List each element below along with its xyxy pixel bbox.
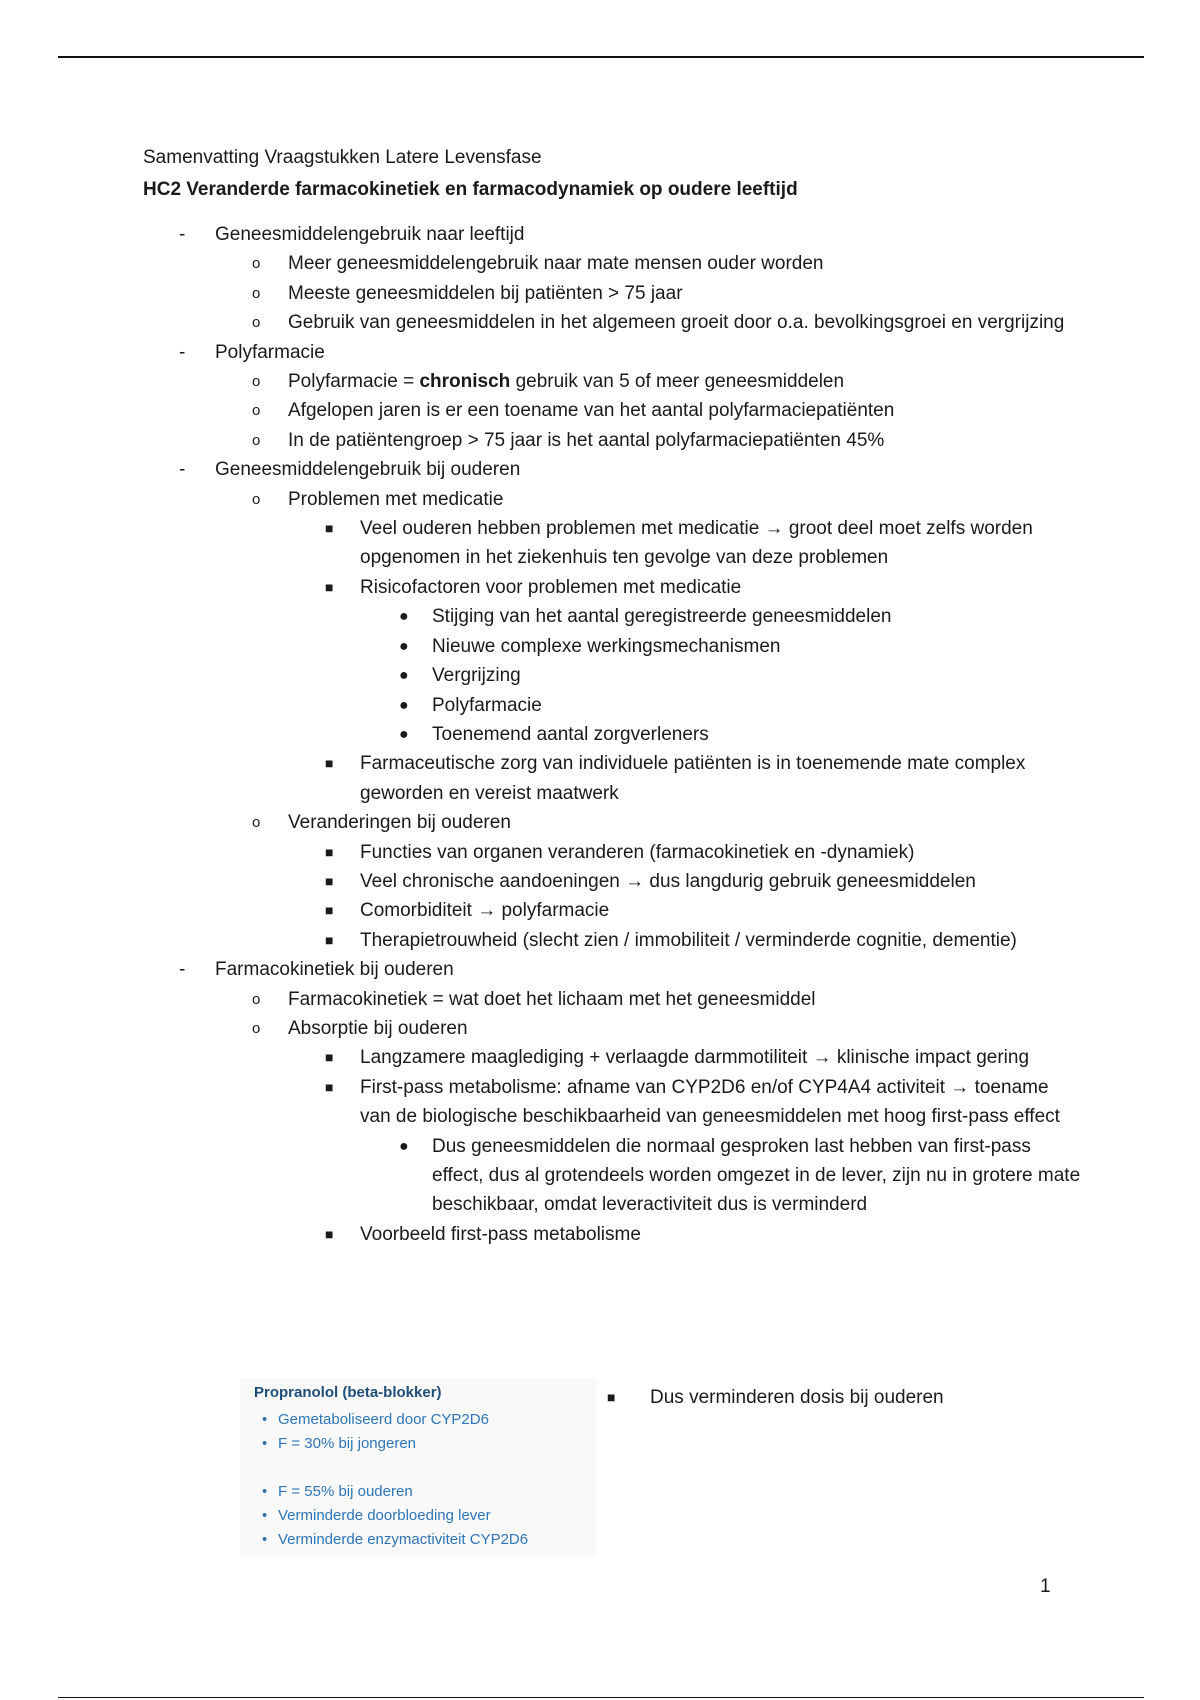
outline-item-level-4: [143, 602, 1083, 631]
bullet-icon: o: [252, 490, 261, 508]
bullet-icon: -: [179, 459, 186, 481]
bullet-icon: ●: [399, 637, 409, 655]
square-bullet-icon: ■: [607, 1389, 616, 1405]
outline-item-text: Functies van organen veranderen (farmacokinetiek en -dynamiek): [360, 841, 915, 863]
outline-item-text: Vergrijzing: [432, 665, 521, 687]
page-number: 1: [1040, 1576, 1051, 1597]
outline-item-text: Geneesmiddelengebruik bij ouderen: [215, 459, 521, 481]
bullet-icon: o: [252, 1019, 261, 1037]
bullet-icon: ●: [399, 667, 409, 685]
bullet-icon: ■: [325, 902, 334, 919]
outline-item-level-2: [143, 985, 1083, 1014]
outline-item-level-1: [143, 338, 1083, 367]
outline-item-level-2: [143, 808, 1083, 837]
bullet-icon: -: [179, 341, 186, 363]
bullet-icon: ●: [399, 725, 409, 743]
outline-item-level-3: [143, 1220, 1083, 1249]
outline-item-text: Langzamere maaglediging + verlaagde darmmotiliteit → klinische impact gering: [360, 1047, 1030, 1069]
bullet-icon: ■: [325, 931, 334, 948]
outline-item-text: Problemen met medicatie: [288, 488, 504, 510]
outline-item-text: Voorbeeld first-pass metabolisme: [360, 1223, 641, 1245]
outline-item-level-3: [143, 573, 1083, 602]
side-note: [607, 1383, 944, 1412]
bullet-icon: ■: [325, 1049, 334, 1066]
slide-title: Propranolol (beta-blokker): [254, 1384, 442, 1401]
outline-item-text: Comorbiditeit → polyfarmacie: [360, 900, 610, 922]
outline-item-level-2: [143, 367, 1083, 396]
outline-item-level-4: [143, 720, 1083, 749]
bullet-icon: o: [252, 814, 261, 832]
outline-item-text: In de patiëntengroep > 75 jaar is het aantal polyfarmaciepatiënten 45%: [288, 429, 885, 451]
slide-bullet: • Verminderde enzymactiviteit CYP2D6: [262, 1528, 528, 1552]
bullet-icon: o: [252, 431, 261, 449]
bullet-icon: o: [252, 284, 261, 302]
outline-item-text: Farmacokinetiek bij ouderen: [215, 959, 454, 981]
outline-item-level-1: [143, 220, 1083, 249]
outline-item-level-3: [143, 896, 1083, 925]
bullet-icon: o: [252, 990, 261, 1008]
outline-item-level-3: [143, 867, 1083, 896]
bullet-icon: o: [252, 373, 261, 391]
bullet-icon: ■: [325, 520, 334, 537]
outline-item-level-2: [143, 249, 1083, 278]
outline-item-level-3: [143, 1073, 1083, 1132]
bullet-icon: o: [252, 314, 261, 332]
outline-item-level-2: [143, 485, 1083, 514]
outline-item-level-2: [143, 308, 1083, 337]
slide-bullet: • Gemetaboliseerd door CYP2D6: [262, 1408, 528, 1432]
bullet-icon: ■: [325, 1225, 334, 1242]
outline-item-level-3: [143, 514, 1083, 573]
outline-item-text: First-pass metabolisme: afname van CYP2D6 en/of CYP4A4 activiteit → toename van de biologische beschikbaarheid van geneesmiddelen met hoog first-pass effect: [360, 1076, 1060, 1128]
outline-item-level-3: [143, 838, 1083, 867]
propranolol-slide-image: [240, 1378, 596, 1556]
bullet-icon: ■: [325, 843, 334, 860]
text-segment: Polyfarmacie =: [288, 371, 420, 393]
text-segment: gebruik van 5 of meer geneesmiddelen: [510, 371, 845, 393]
outline-item-text: Polyfarmacie: [432, 694, 542, 716]
outline-item-level-2: [143, 426, 1083, 455]
outline-item-text: Geneesmiddelengebruik naar leeftijd: [215, 224, 525, 245]
outline-item-level-1: [143, 455, 1083, 484]
outline-item-level-1: [143, 955, 1083, 984]
bullet-icon: ●: [399, 696, 409, 714]
bullet-icon: o: [252, 402, 261, 420]
bullet-icon: ■: [325, 872, 334, 889]
outline-item-level-4: [143, 691, 1083, 720]
slide-bullet: • F = 55% bij ouderen: [262, 1480, 528, 1504]
outline-item-text: Toenemend aantal zorgverleners: [432, 723, 709, 745]
bullet-icon: ●: [399, 608, 409, 626]
outline-item-text: Farmaceutische zorg van individuele patiënten is in toenemende mate complex geworden en vereist maatwerk: [360, 753, 1026, 804]
outline-item-text: Therapietrouwheid (slecht zien / immobiliteit / verminderde cognitie, dementie): [360, 929, 1017, 951]
outline-item-text: Absorptie bij ouderen: [288, 1017, 468, 1039]
document-title: Samenvatting Vraagstukken Latere Levensfase: [143, 147, 542, 168]
footer-rule: [58, 1697, 1144, 1698]
outline-item-text: Nieuwe complexe werkingsmechanismen: [432, 635, 781, 657]
outline-item-text: Veranderingen bij ouderen: [288, 812, 511, 834]
slide-bullet-list: [262, 1408, 528, 1552]
bold-term: chronisch: [419, 371, 511, 393]
outline-item-text: Meer geneesmiddelengebruik naar mate mensen ouder worden: [288, 253, 824, 275]
outline-item-text: Stijging van het aantal geregistreerde geneesmiddelen: [432, 606, 892, 628]
bullet-icon: ■: [325, 578, 334, 595]
outline-item-level-4: [143, 632, 1083, 661]
bullet-icon: -: [179, 224, 186, 245]
outline-item-text: Veel ouderen hebben problemen met medicatie → groot deel moet zelfs worden opgenomen in het ziekenhuis ten gevolge van deze problemen: [360, 518, 1033, 569]
bullet-icon: o: [252, 255, 261, 273]
document-body: [143, 143, 1083, 1249]
outline-item-text: Dus geneesmiddelen die normaal gesproken last hebben van first-pass effect, dus al grotendeels worden omgezet in de lever, zijn nu in grotere mate beschikbaar, omdat leveractiviteit dus is verminderd: [432, 1135, 1081, 1216]
slide-bullet: • Verminderde doorbloeding lever: [262, 1504, 528, 1528]
bullet-icon: ■: [325, 755, 334, 772]
outline-item-level-4: [143, 1132, 1083, 1220]
outline-item-level-3: [143, 749, 1083, 808]
section-heading: HC2 Veranderde farmacokinetiek en farmacodynamiek op oudere leeftijd: [143, 179, 798, 200]
outline-item-level-3: [143, 926, 1083, 955]
outline-item-text: Risicofactoren voor problemen met medicatie: [360, 576, 742, 598]
outline-item-text: Gebruik van geneesmiddelen in het algemeen groeit door o.a. bevolkingsgroei en vergrijzing: [288, 312, 1065, 334]
header-rule: [58, 56, 1144, 58]
slide-bullet: • F = 30% bij jongeren: [262, 1432, 528, 1456]
outline-item-text: [288, 371, 844, 392]
outline-list: [143, 220, 1083, 1249]
side-note-text: Dus verminderen dosis bij ouderen: [650, 1387, 944, 1408]
outline-item-text: Meeste geneesmiddelen bij patiënten > 75 jaar: [288, 282, 683, 304]
outline-item-level-3: [143, 1043, 1083, 1072]
outline-item-text: Veel chronische aandoeningen → dus langdurig gebruik geneesmiddelen: [360, 870, 976, 892]
bullet-icon: ■: [325, 1078, 334, 1095]
outline-item-level-2: [143, 1014, 1083, 1043]
outline-item-level-2: [143, 396, 1083, 425]
bullet-icon: ●: [399, 1137, 409, 1155]
outline-item-level-4: [143, 661, 1083, 690]
outline-item-text: Polyfarmacie: [215, 341, 325, 363]
outline-item-text: Afgelopen jaren is er een toename van het aantal polyfarmaciepatiënten: [288, 400, 895, 422]
bullet-icon: -: [179, 959, 186, 981]
outline-item-level-2: [143, 279, 1083, 308]
outline-item-text: Farmacokinetiek = wat doet het lichaam met het geneesmiddel: [288, 988, 816, 1010]
